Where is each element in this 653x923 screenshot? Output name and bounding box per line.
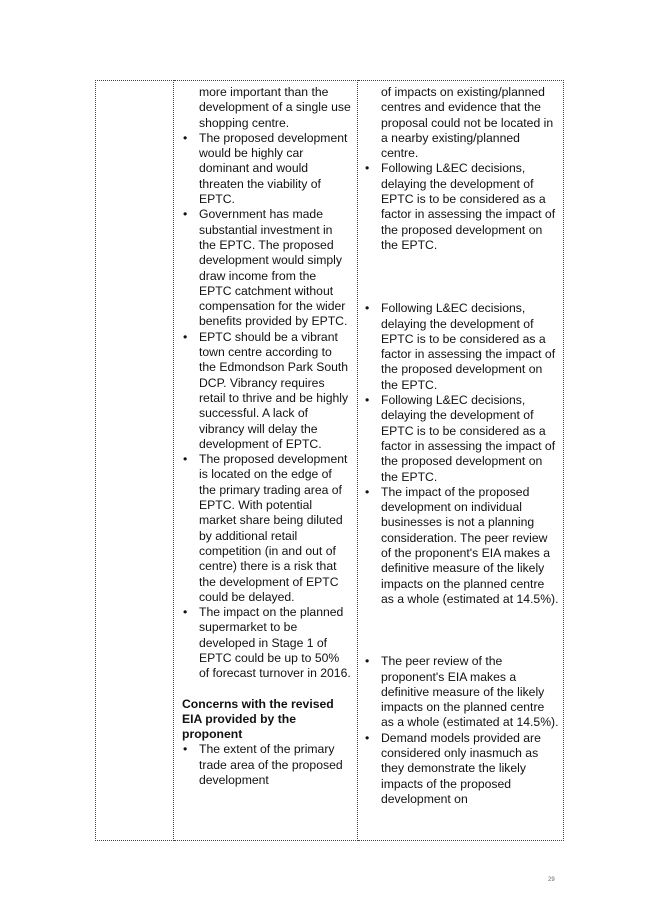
bullet-icon: •	[183, 605, 188, 620]
spacer	[364, 253, 559, 301]
bullet-icon: •	[183, 329, 188, 344]
bullet-icon: •	[365, 484, 370, 499]
list-item: • Following L&EC decisions, delaying the development of EPTC is to be considered as a factor in assessing the impact of the proposed development on the EPTC.	[365, 393, 556, 484]
response-list-3	[364, 654, 559, 807]
bullet-icon: •	[365, 730, 370, 745]
submission-cell	[174, 81, 358, 841]
bullet-icon: •	[183, 207, 188, 222]
list-item: • The proposed development is located on the edge of the primary trading area of EPTC. With potential market share being diluted by additional retail competition (in and out of centre) there is a risk that the development of EPTC could be delayed.	[183, 452, 348, 604]
list-item: • Government has made substantial investment in the EPTC. The proposed development would simply draw income from the EPTC catchment without compensation for the wider benefits provided by EPTC.	[183, 207, 348, 329]
list-item: • The impact on the planned supermarket to be developed in Stage 1 of EPTC could be up to 50% of forecast turnover in 2016.	[183, 605, 351, 681]
bullet-icon: •	[183, 742, 188, 757]
list-item: • The impact of the proposed development on individual businesses is not a planning consideration. The peer review of the proponent's EIA makes a definitive measure of the likely impacts on the planned centre as a whole (estimated at 14.5%).	[365, 484, 559, 606]
list-item: • The extent of the primary trade area of the proposed development	[183, 742, 343, 788]
list-item: • Following L&EC decisions, delaying the development of EPTC is to be considered as a factor in assessing the impact of the proposed development on the EPTC.	[365, 161, 556, 252]
page-number: 29	[548, 877, 555, 883]
bullet-icon: •	[365, 393, 370, 408]
table-row	[96, 81, 564, 841]
response-list-1	[364, 161, 559, 253]
list-item: • The proposed development would be highly car dominant and would threaten the viability of EPTC.	[183, 130, 348, 207]
list-item: • EPTC should be a vibrant town centre according to the Edmondson Park South DCP. Vibrancy requires retail to thrive and be highly successful. A lack of vibrancy will delay the development of EPTC.	[183, 329, 349, 451]
response-list-2	[364, 301, 559, 607]
list-item: • Following L&EC decisions, delaying the development of EPTC is to be considered as a factor in assessing the impact of the proposed development on the EPTC.	[365, 301, 556, 392]
spacer	[364, 607, 559, 654]
eia-concerns-list	[182, 742, 351, 788]
issue-cell	[96, 81, 174, 841]
bullet-icon: •	[183, 452, 188, 467]
list-item: • Demand models provided are considered only inasmuch as they demonstrate the likely impacts of the proposed development on	[365, 730, 541, 806]
bullet-icon: •	[183, 130, 188, 145]
bullet-icon: •	[365, 654, 370, 669]
section-heading: Concerns with the revised EIA provided by the proponent	[182, 696, 334, 742]
continuation-text: more important than the development of a single use shopping centre.	[199, 85, 351, 130]
continuation-text: of impacts on existing/planned centres and evidence that the proposal could not be located in a nearby existing/planned centre.	[381, 85, 554, 161]
bullet-icon: •	[365, 301, 370, 316]
list-item: • The peer review of the proponent's EIA makes a definitive measure of the likely impacts on the planned centre as a whole (estimated at 14.5%).	[365, 654, 559, 730]
assessment-table	[95, 80, 564, 841]
bullet-icon: •	[365, 161, 370, 176]
response-cell	[358, 81, 564, 841]
concerns-list	[182, 131, 351, 682]
